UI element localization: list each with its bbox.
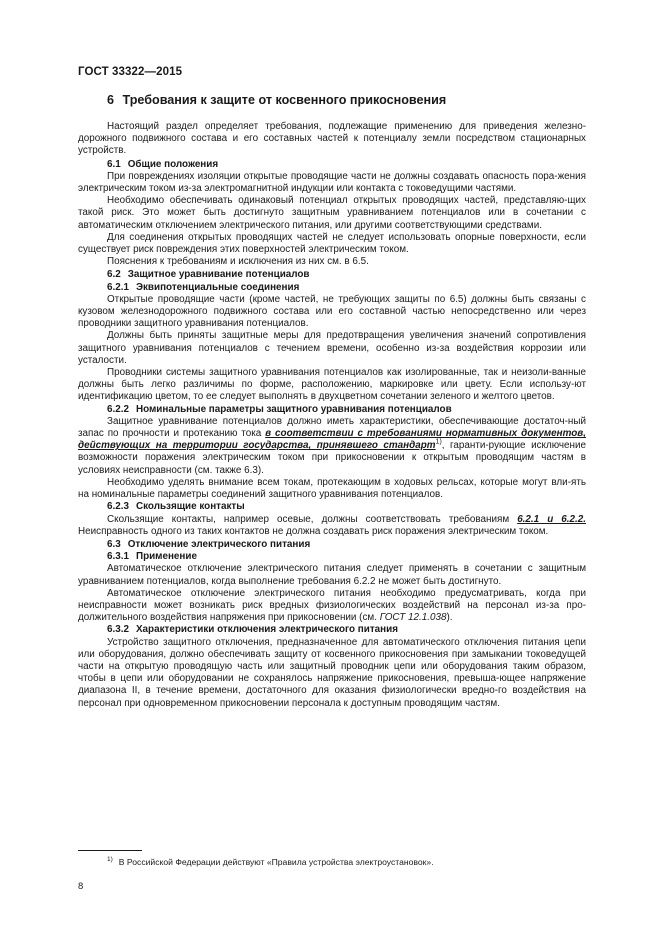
paragraph: Скользящие контакты, например осевые, должны соответствовать требованиям 6.2.1 и 6.2.2. Неисправность одного из таких контактов не должна создавать риск поражения электрическим током. (78, 513, 586, 537)
paragraph: Должны быть приняты защитные меры для предотвращения увеличения значений сопротивления защитного уравнивания потенциалов с течением времени, особенно из-за воздействия коррозии или усталости. (78, 330, 586, 366)
paragraph: Устройство защитного отключения, предназначенное для автоматического отключения питания цепи или оборудования, должно обеспечивать защиту от косвенного прикосновения при замыкании токоведущей части на открытую проводящую часть или защитный проводник цепи или оборудования таким образом, чтобы в цепи или оборудовании не сохранялось напряжение прикосновения, превыша-ющее напряжение диапазона II, в течение времени, достаточного для оказания физиологически вредно-го воздействия на персонал при одновременном прикосновении персонала к доступным проводящим частям. (78, 636, 586, 709)
subsection-6-2-heading: 6.2 Защитное уравнивание потенциалов (107, 269, 310, 281)
subsection-6-3-2-heading: 6.3.2 Характеристики отключения электрического питания (107, 624, 398, 636)
subsection-6-3-heading: 6.3 Отключение электрического питания (107, 538, 311, 550)
paragraph: При повреждениях изоляции открытые проводящие части не должны создавать опасность пора-жения электрическим током из-за электромагнитной индукции или контакта с токоведущими частями. (78, 170, 586, 195)
intro-paragraph: Настоящий раздел определяет требования, подлежащие применению для приведения железно-дорожного подвижного состава и его составных частей к потенциалу земли посредством стационарных устройств. (78, 121, 586, 157)
main-content (78, 92, 586, 710)
paragraph: Открытые проводящие части (кроме частей, не требующих защиты по 6.5) должны быть связаны с кузовом железнодорожного подвижного состава или его составной частью непосредственно или через проводники защитного уравнивания потенциалов. (78, 293, 586, 330)
subsection-6-2-1-heading: 6.2.1 Эквипотенциальные соединения (107, 281, 300, 293)
footnote-ref[interactable]: 1) (435, 438, 442, 446)
footnote-mark: 1) (107, 856, 113, 864)
subsection-6-1-heading: 6.1 Общие положения (107, 158, 219, 170)
footnote-divider (78, 850, 142, 851)
section-number: 6 (107, 93, 115, 107)
document-code: ГОСТ 33322—2015 (78, 66, 183, 78)
section-heading (78, 92, 586, 108)
footnote (107, 857, 434, 868)
clause-reference[interactable]: 6.2.1 и 6.2.2. (517, 513, 586, 525)
paragraph: Защитное уравнивание потенциалов должно иметь характеристики, обеспечивающие достаточ-ный запас по прочности и протеканию тока в соответствии с требованиями нормативных документов, действующих на территории государства, принявшего стандарт$^{1)}$, гаранти-рующие исключение возможности поражения электрическим током при прикосновении к открытым проводящим частям в условиях неисправности (см. также 6.3). (78, 415, 586, 476)
section-title: Требования к защите от косвенного прикосновения (122, 93, 447, 107)
paragraph: Пояснения к требованиям и исключения из них см. в 6.5. (107, 256, 369, 268)
footnote-text: В Российской Федерации действуют «Правила устройства электроустановок». (118, 857, 434, 867)
page-number: 8 (78, 881, 84, 892)
paragraph: Проводники системы защитного уравнивания потенциалов как изолированные, так и неизоли-ванные должны быть легко различимы по форме, расположению, маркировке или цвету. Если использу-ют идентификацию цветом, то ее следует выполнять в двухцветном сочетании зеленого и желтого цветов. (78, 367, 586, 403)
subsection-6-2-2-heading: 6.2.2 Номинальные параметры защитного уравнивания потенциалов (107, 403, 452, 415)
paragraph: Автоматическое отключение электрического питания необходимо предусматривать, когда при неисправности может возникать риск вредных физиологических воздействий на персонал из-за про-должительного воздействия напряжения при прикосновении (см. ГОСТ 12.1.038). (78, 587, 586, 624)
standard-reference[interactable]: ГОСТ 12.1.038 (379, 612, 447, 624)
normative-reference: в соответствии с требованиями нормативных документов, действующих на территории государства, принявшего стандарт (78, 428, 586, 452)
paragraph: Автоматическое отключение электрического питания следует применять в сочетании с защитным уравниванием потенциалов, когда выполнение требования 6.2.2 не может быть достигнуто. (78, 563, 586, 587)
subsection-6-3-1-heading: 6.3.1 Применение (107, 551, 197, 563)
subsection-6-2-3-heading: 6.2.3 Скользящие контакты (107, 501, 245, 513)
paragraph: Необходимо уделять внимание всем токам, протекающим в ходовых рельсах, которые могут вли-ять на номинальные параметры соединений защитного уравнивания потенциалов. (78, 476, 586, 501)
paragraph: Необходимо обеспечивать одинаковый потенциал открытых проводящих частей, представляю-щих такой риск. Это может быть достигнуто защитным уравниванием потенциалов или в сочетании с автоматическим отключением электрического питания, или другими соответствующими средствами. (78, 195, 586, 231)
paragraph: Для соединения открытых проводящих частей не следует использовать опорные поверхности, если существует риск повреждения этих поверхностей электрическим током. (78, 231, 586, 256)
